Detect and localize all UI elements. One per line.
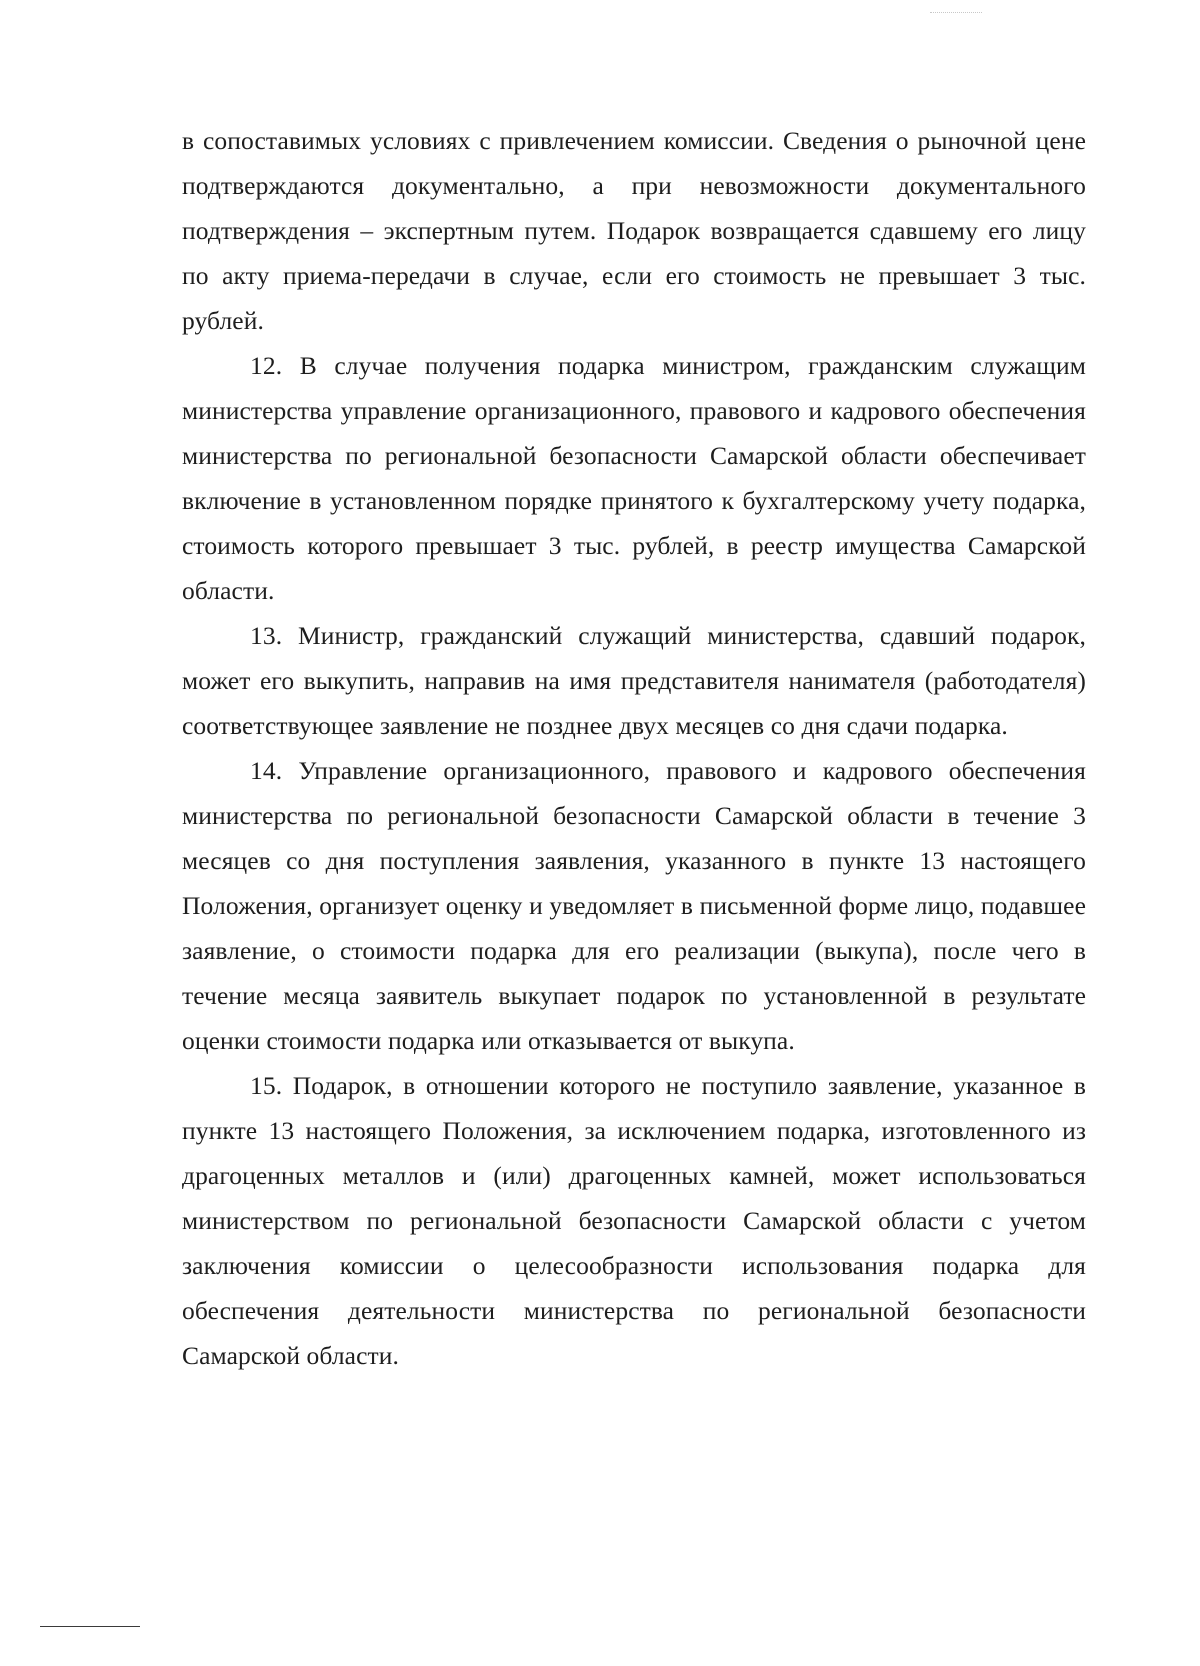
paragraph-11-continuation: в сопоставимых условиях с привлечением комиссии. Сведения о рыночной цене подтверждаются документально, а при невозможности документального подтверждения – экспертным путем. Подарок возвращается сдавшему его лицу по акту приема-передачи в случае, если его стоимость не превышает 3 тыс. рублей.: [182, 126, 1086, 335]
paragraph-15: 15. Подарок, в отношении которого не поступило заявление, указанное в пункте 13 настоящего Положения, за исключением подарка, изготовленного из драгоценных металлов и (или) драгоценных камней, может использоваться министерством по региональной безопасности Самарской области с учетом заключения комиссии о целесообразности использования подарка для обеспечения деятельности министерства по региональной безопасности Самарской области.: [182, 1071, 1086, 1370]
paragraph-13: 13. Министр, гражданский служащий министерства, сдавший подарок, может его выкупить, направив на имя представителя нанимателя (работодателя) соответствующее заявление не позднее двух месяцев со дня сдачи подарка.: [182, 621, 1086, 740]
document-body: [182, 118, 1086, 1378]
paragraph-12: 12. В случае получения подарка министром, гражданским служащим министерства управление организационного, правового и кадрового обеспечения министерства по региональной безопасности Самарской области обеспечивает включение в установленном порядке принятого к бухгалтерскому учету подарка, стоимость которого превышает 3 тыс. рублей, в реестр имущества Самарской области.: [182, 351, 1086, 605]
paragraph-14: 14. Управление организационного, правового и кадрового обеспечения министерства по региональной безопасности Самарской области в течение 3 месяцев со дня поступления заявления, указанного в пункте 13 настоящего Положения, организует оценку и уведомляет в письменной форме лицо, подавшее заявление, о стоимости подарка для его реализации (выкупа), после чего в течение месяца заявитель выкупает подарок по установленной в результате оценки стоимости подарка или отказывается от выкупа.: [182, 756, 1086, 1055]
footnote-divider: [40, 1626, 140, 1627]
scan-artifact: [930, 12, 982, 15]
